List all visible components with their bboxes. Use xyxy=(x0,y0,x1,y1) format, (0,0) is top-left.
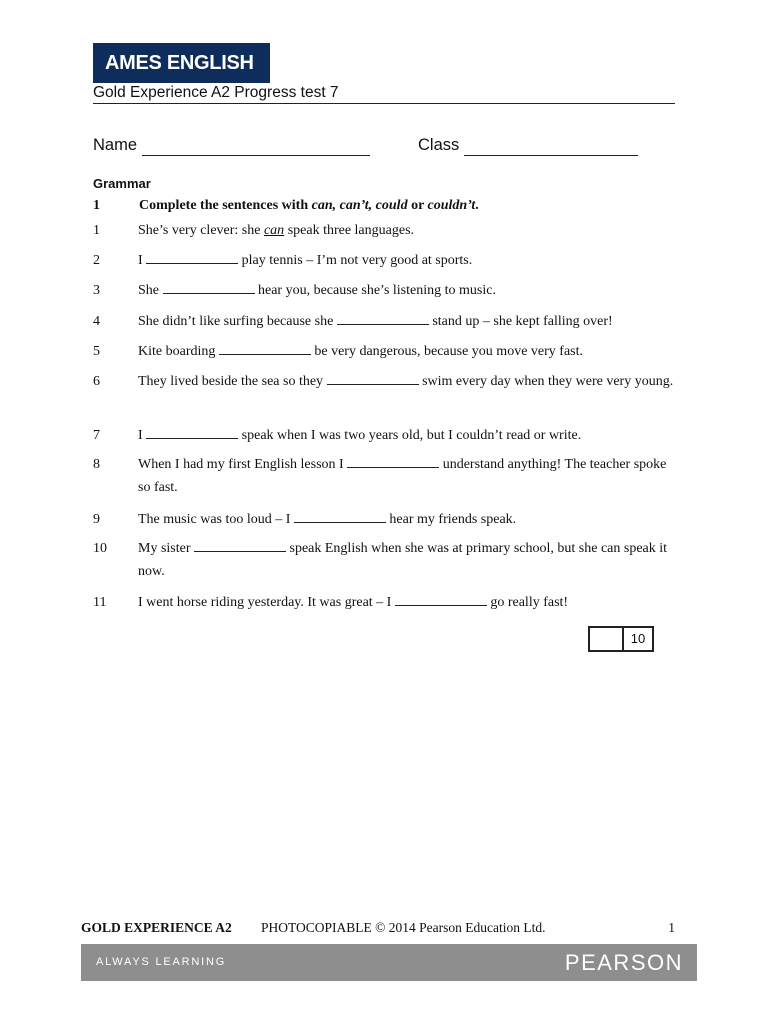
score-total: 10 xyxy=(630,631,646,646)
question-item xyxy=(93,424,676,447)
question-number: 4 xyxy=(93,314,100,329)
ames-english-logo: AMES ENGLISH xyxy=(93,43,270,83)
test-title: Gold Experience A2 Progress test 7 xyxy=(93,82,675,104)
question-number: 10 xyxy=(93,541,107,556)
question-item xyxy=(93,219,676,242)
question-number: 3 xyxy=(93,283,100,298)
name-field xyxy=(93,134,370,156)
question-text-before: The music was too loud – I xyxy=(138,512,294,527)
answer-blank[interactable] xyxy=(347,454,439,468)
question-item xyxy=(93,591,676,614)
question-text-before: They lived beside the sea so they xyxy=(138,374,327,389)
question-text-after: go really fast! xyxy=(486,595,569,610)
question-number: 1 xyxy=(93,223,100,238)
question-text-before: My sister xyxy=(138,541,194,556)
score-input-cell[interactable] xyxy=(590,628,624,650)
question-text-before: I xyxy=(138,253,147,268)
question-text-after: play tennis – I’m not very good at sports. xyxy=(238,253,473,268)
question-number: 5 xyxy=(93,344,100,359)
question-text-before: She xyxy=(138,283,163,298)
pearson-logo: PEARSON xyxy=(564,950,683,975)
footer-copyright: PHOTOCOPIABLE © 2014 Pearson Education Ltd. xyxy=(261,920,546,935)
question-text-after: speak three languages. xyxy=(284,223,415,238)
question-number: 7 xyxy=(93,428,100,443)
section-heading: Grammar xyxy=(93,176,151,191)
question-text-after: stand up – she kept falling over! xyxy=(428,314,613,329)
question-text-after: speak when I was two years old, but I couldn’t read or write. xyxy=(238,428,582,443)
question-number: 2 xyxy=(93,253,100,268)
question-item xyxy=(93,279,676,302)
answer-blank[interactable] xyxy=(219,341,311,355)
question-text-after: swim every day when they were very young. xyxy=(418,374,674,389)
question-text-before: Kite boarding xyxy=(138,344,219,359)
question-text-after: hear my friends speak. xyxy=(385,512,517,527)
answer-blank[interactable] xyxy=(163,280,255,294)
question-item xyxy=(93,340,676,363)
class-blank-line[interactable] xyxy=(464,137,638,156)
exercise-number: 1 xyxy=(93,198,100,213)
question-number: 8 xyxy=(93,457,100,472)
class-label: Class xyxy=(418,136,460,154)
answer-blank[interactable] xyxy=(146,250,238,264)
footer-book-title: GOLD EXPERIENCE A2 xyxy=(81,920,232,935)
question-item xyxy=(93,508,676,531)
question-text-before: She’s very clever: she xyxy=(138,223,264,238)
instruction-or: or xyxy=(407,198,428,213)
question-number: 11 xyxy=(93,595,107,610)
question-number: 6 xyxy=(93,374,100,389)
answer-blank[interactable] xyxy=(294,509,386,523)
pearson-band xyxy=(81,944,697,981)
question-text-before: She didn’t like surfing because she xyxy=(138,314,337,329)
question-item xyxy=(93,249,676,272)
question-item xyxy=(93,537,676,583)
page-number: 1 xyxy=(668,920,675,935)
name-blank-line[interactable] xyxy=(142,137,370,156)
name-label: Name xyxy=(93,136,138,154)
exercise-instruction xyxy=(93,198,479,214)
question-text-after: speak English when she was at primary school, but she can speak it now. xyxy=(138,541,668,579)
page-footer xyxy=(81,920,675,936)
question-text-after: be very dangerous, because you move very fast. xyxy=(310,344,583,359)
instruction-end: . xyxy=(475,198,479,213)
question-item xyxy=(93,370,676,393)
tagline: ALWAYS LEARNING xyxy=(96,956,227,968)
question-text-before: I went horse riding yesterday. It was great – I xyxy=(138,595,395,610)
question-item xyxy=(93,310,676,333)
answer-blank[interactable] xyxy=(146,425,238,439)
answer-blank[interactable] xyxy=(327,371,419,385)
answer-blank[interactable] xyxy=(395,592,487,606)
score-box xyxy=(588,626,654,652)
class-field xyxy=(418,134,638,156)
question-text-before: When I had my first English lesson I xyxy=(138,457,348,472)
question-number: 9 xyxy=(93,512,100,527)
answer-blank[interactable] xyxy=(337,311,429,325)
instruction-lead: Complete the sentences with xyxy=(139,198,312,213)
instruction-last-word: couldn’t xyxy=(427,198,476,213)
instruction-words: can, can’t, could xyxy=(311,198,408,213)
question-text-after: hear you, because she’s listening to music. xyxy=(254,283,496,298)
question-text-after: understand anything! The teacher spoke so fast. xyxy=(138,457,667,495)
answer-blank[interactable] xyxy=(194,538,286,552)
question-item xyxy=(93,453,676,499)
question-text-before: I xyxy=(138,428,147,443)
example-answer: can xyxy=(263,223,285,238)
